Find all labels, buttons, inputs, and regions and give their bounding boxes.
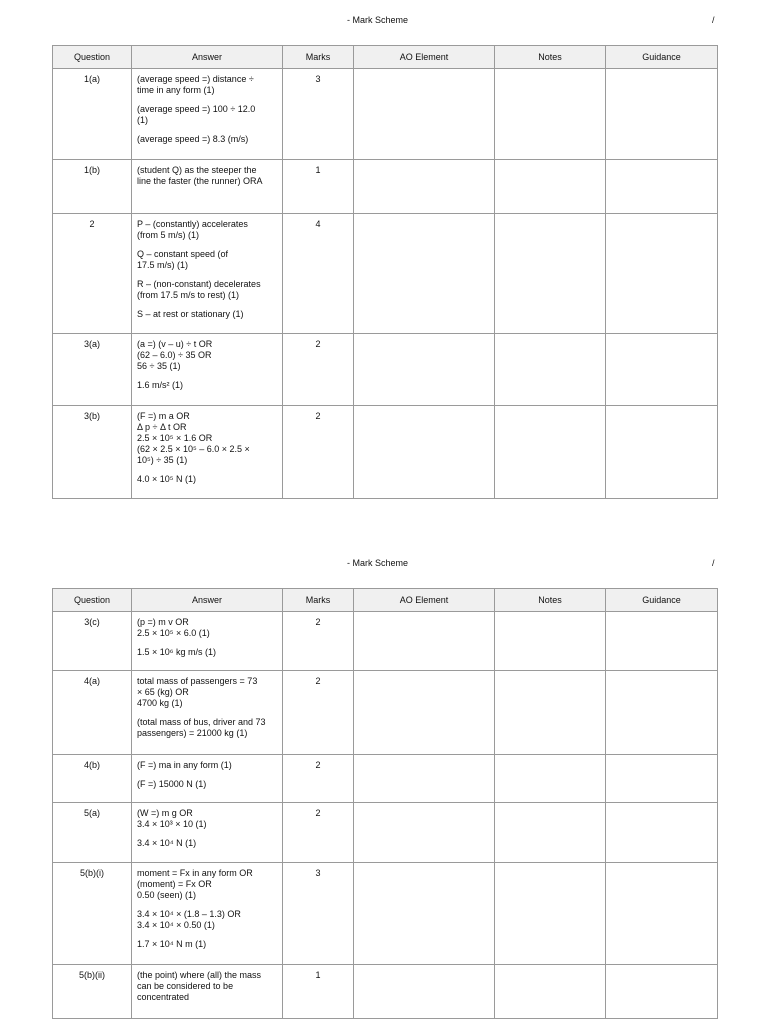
table-row bbox=[53, 160, 718, 214]
table-body bbox=[53, 69, 718, 499]
answer-paragraph bbox=[137, 760, 277, 771]
question-number: 4(b) bbox=[53, 755, 132, 803]
answer-line: 4700 kg (1) bbox=[137, 698, 183, 708]
answer-paragraph bbox=[137, 838, 277, 849]
marks-cell: 3 bbox=[283, 863, 354, 965]
answer-line: 1.6 m/s² (1) bbox=[137, 380, 184, 390]
page-header-title: - Mark Scheme bbox=[347, 15, 409, 25]
marks-cell: 2 bbox=[283, 671, 354, 755]
page-header-slash: / bbox=[712, 15, 715, 25]
answer-line: 2.5 × 10⁵ × 1.6 OR bbox=[137, 433, 213, 443]
answer-paragraph bbox=[137, 647, 277, 658]
answer-cell bbox=[132, 334, 283, 406]
answer-cell bbox=[132, 612, 283, 671]
answer-paragraph bbox=[137, 165, 277, 187]
answer-line: total mass of passengers = 73 bbox=[137, 676, 258, 686]
table-row bbox=[53, 755, 718, 803]
marks-cell: 2 bbox=[283, 612, 354, 671]
notes-cell bbox=[495, 69, 606, 160]
notes-cell bbox=[495, 406, 606, 499]
answer-paragraph bbox=[137, 808, 277, 830]
answer-paragraph bbox=[137, 717, 277, 739]
col-header-marks: Marks bbox=[283, 589, 354, 612]
answer-line: 0.50 (seen) (1) bbox=[137, 890, 197, 900]
answer-line: (a =) (v – u) ÷ t OR bbox=[137, 339, 213, 349]
table-row bbox=[53, 214, 718, 334]
ao-element-cell bbox=[354, 803, 495, 863]
table-row bbox=[53, 612, 718, 671]
answer-cell bbox=[132, 755, 283, 803]
marks-cell: 2 bbox=[283, 803, 354, 863]
page-header bbox=[0, 15, 768, 29]
table-row bbox=[53, 69, 718, 160]
answer-paragraph bbox=[137, 411, 277, 466]
col-header-answer: Answer bbox=[132, 46, 283, 69]
ao-element-cell bbox=[354, 965, 495, 1019]
question-number: 3(a) bbox=[53, 334, 132, 406]
guidance-cell bbox=[606, 334, 718, 406]
question-number: 5(b)(ii) bbox=[53, 965, 132, 1019]
marks-cell: 2 bbox=[283, 755, 354, 803]
answer-line: concentrated bbox=[137, 992, 190, 1002]
guidance-cell bbox=[606, 69, 718, 160]
question-number: 1(b) bbox=[53, 160, 132, 214]
answer-line: 3.4 × 10⁴ × 0.50 (1) bbox=[137, 920, 215, 930]
marks-cell: 1 bbox=[283, 160, 354, 214]
answer-line: P – (constantly) accelerates bbox=[137, 219, 248, 229]
mark-scheme-table-1 bbox=[52, 45, 718, 499]
answer-line: 4.0 × 10⁵ N (1) bbox=[137, 474, 197, 484]
notes-cell bbox=[495, 671, 606, 755]
guidance-cell bbox=[606, 863, 718, 965]
table-header-row bbox=[53, 589, 718, 612]
notes-cell bbox=[495, 214, 606, 334]
answer-line: 17.5 m/s) (1) bbox=[137, 260, 189, 270]
guidance-cell bbox=[606, 803, 718, 863]
page-header-title: - Mark Scheme bbox=[347, 558, 409, 568]
answer-paragraph bbox=[137, 279, 277, 301]
notes-cell bbox=[495, 334, 606, 406]
answer-line: (from 5 m/s) (1) bbox=[137, 230, 199, 240]
notes-cell bbox=[495, 612, 606, 671]
answer-paragraph bbox=[137, 868, 277, 901]
table-row bbox=[53, 803, 718, 863]
question-number: 4(a) bbox=[53, 671, 132, 755]
answer-line: (F =) m a OR bbox=[137, 411, 190, 421]
answer-line: 56 ÷ 35 (1) bbox=[137, 361, 181, 371]
guidance-cell bbox=[606, 160, 718, 214]
answer-line: (62 × 2.5 × 10⁵ – 6.0 × 2.5 × bbox=[137, 444, 250, 454]
ao-element-cell bbox=[354, 69, 495, 160]
ao-element-cell bbox=[354, 863, 495, 965]
notes-cell bbox=[495, 863, 606, 965]
answer-cell bbox=[132, 214, 283, 334]
table-body bbox=[53, 612, 718, 1019]
notes-cell bbox=[495, 755, 606, 803]
table-row bbox=[53, 863, 718, 965]
page-header bbox=[0, 558, 768, 572]
guidance-cell bbox=[606, 406, 718, 499]
answer-paragraph bbox=[137, 909, 277, 931]
answer-line: 1.5 × 10⁶ kg m/s (1) bbox=[137, 647, 216, 657]
answer-paragraph bbox=[137, 380, 277, 391]
guidance-cell bbox=[606, 214, 718, 334]
marks-cell: 3 bbox=[283, 69, 354, 160]
notes-cell bbox=[495, 803, 606, 863]
answer-line: passengers) = 21000 kg (1) bbox=[137, 728, 248, 738]
answer-line: (average speed =) 8.3 (m/s) bbox=[137, 134, 249, 144]
answer-paragraph bbox=[137, 134, 277, 145]
answer-line: 3.4 × 10⁴ × (1.8 – 1.3) OR bbox=[137, 909, 241, 919]
answer-paragraph bbox=[137, 339, 277, 372]
answer-line: (F =) ma in any form (1) bbox=[137, 760, 232, 770]
col-header-guidance: Guidance bbox=[606, 589, 718, 612]
question-number: 3(b) bbox=[53, 406, 132, 499]
answer-line: moment = Fx in any form OR bbox=[137, 868, 253, 878]
answer-line: 3.4 × 10³ × 10 (1) bbox=[137, 819, 207, 829]
ao-element-cell bbox=[354, 160, 495, 214]
answer-paragraph bbox=[137, 939, 277, 950]
answer-line: 2.5 × 10⁵ × 6.0 (1) bbox=[137, 628, 210, 638]
table-row bbox=[53, 406, 718, 499]
ao-element-cell bbox=[354, 612, 495, 671]
answer-paragraph bbox=[137, 970, 277, 1003]
table-row bbox=[53, 334, 718, 406]
answer-line: (average speed =) 100 ÷ 12.0 bbox=[137, 104, 256, 114]
question-number: 5(b)(i) bbox=[53, 863, 132, 965]
answer-line: Δ p ÷ Δ t OR bbox=[137, 422, 187, 432]
answer-paragraph bbox=[137, 676, 277, 709]
page-header-slash: / bbox=[712, 558, 715, 568]
marks-cell: 1 bbox=[283, 965, 354, 1019]
answer-line: (62 – 6.0) ÷ 35 OR bbox=[137, 350, 212, 360]
answer-line: line the faster (the runner) ORA bbox=[137, 176, 263, 186]
answer-line: 3.4 × 10⁴ N (1) bbox=[137, 838, 197, 848]
col-header-ao-element: AO Element bbox=[354, 589, 495, 612]
col-header-question: Question bbox=[53, 46, 132, 69]
question-number: 2 bbox=[53, 214, 132, 334]
marks-cell: 2 bbox=[283, 406, 354, 499]
answer-cell bbox=[132, 863, 283, 965]
notes-cell bbox=[495, 965, 606, 1019]
answer-paragraph bbox=[137, 617, 277, 639]
answer-paragraph bbox=[137, 74, 277, 96]
question-number: 3(c) bbox=[53, 612, 132, 671]
answer-line: (from 17.5 m/s to rest) (1) bbox=[137, 290, 240, 300]
ao-element-cell bbox=[354, 214, 495, 334]
question-number: 1(a) bbox=[53, 69, 132, 160]
table-row bbox=[53, 671, 718, 755]
marks-cell: 2 bbox=[283, 334, 354, 406]
answer-line: (p =) m v OR bbox=[137, 617, 189, 627]
mark-scheme-table-2 bbox=[52, 588, 718, 1019]
answer-paragraph bbox=[137, 104, 277, 126]
col-header-question: Question bbox=[53, 589, 132, 612]
guidance-cell bbox=[606, 965, 718, 1019]
answer-line: (W =) m g OR bbox=[137, 808, 193, 818]
ao-element-cell bbox=[354, 755, 495, 803]
answer-line: 1.7 × 10⁴ N m (1) bbox=[137, 939, 207, 949]
answer-cell bbox=[132, 69, 283, 160]
answer-line: × 65 (kg) OR bbox=[137, 687, 189, 697]
col-header-answer: Answer bbox=[132, 589, 283, 612]
table-row bbox=[53, 965, 718, 1019]
ao-element-cell bbox=[354, 406, 495, 499]
answer-line: S – at rest or stationary (1) bbox=[137, 309, 244, 319]
ao-element-cell bbox=[354, 334, 495, 406]
answer-line: (total mass of bus, driver and 73 bbox=[137, 717, 266, 727]
notes-cell bbox=[495, 160, 606, 214]
guidance-cell bbox=[606, 612, 718, 671]
answer-paragraph bbox=[137, 779, 277, 790]
answer-cell bbox=[132, 671, 283, 755]
table-header-row bbox=[53, 46, 718, 69]
answer-cell bbox=[132, 406, 283, 499]
answer-line: (average speed =) distance ÷ bbox=[137, 74, 254, 84]
answer-line: R – (non-constant) decelerates bbox=[137, 279, 261, 289]
answer-paragraph bbox=[137, 474, 277, 485]
answer-paragraph bbox=[137, 309, 277, 320]
answer-cell bbox=[132, 803, 283, 863]
answer-paragraph bbox=[137, 249, 277, 271]
answer-line: (the point) where (all) the mass bbox=[137, 970, 262, 980]
answer-line: time in any form (1) bbox=[137, 85, 215, 95]
col-header-marks: Marks bbox=[283, 46, 354, 69]
answer-line: (student Q) as the steeper the bbox=[137, 165, 257, 175]
question-number: 5(a) bbox=[53, 803, 132, 863]
col-header-guidance: Guidance bbox=[606, 46, 718, 69]
answer-line: Q – constant speed (of bbox=[137, 249, 229, 259]
guidance-cell bbox=[606, 755, 718, 803]
answer-paragraph bbox=[137, 219, 277, 241]
answer-cell bbox=[132, 965, 283, 1019]
answer-line: (1) bbox=[137, 115, 148, 125]
ao-element-cell bbox=[354, 671, 495, 755]
answer-line: (moment) = Fx OR bbox=[137, 879, 212, 889]
col-header-notes: Notes bbox=[495, 589, 606, 612]
answer-line: (F =) 15000 N (1) bbox=[137, 779, 207, 789]
answer-line: can be considered to be bbox=[137, 981, 234, 991]
answer-cell bbox=[132, 160, 283, 214]
col-header-ao-element: AO Element bbox=[354, 46, 495, 69]
guidance-cell bbox=[606, 671, 718, 755]
answer-line: 10⁵) ÷ 35 (1) bbox=[137, 455, 188, 465]
marks-cell: 4 bbox=[283, 214, 354, 334]
col-header-notes: Notes bbox=[495, 46, 606, 69]
